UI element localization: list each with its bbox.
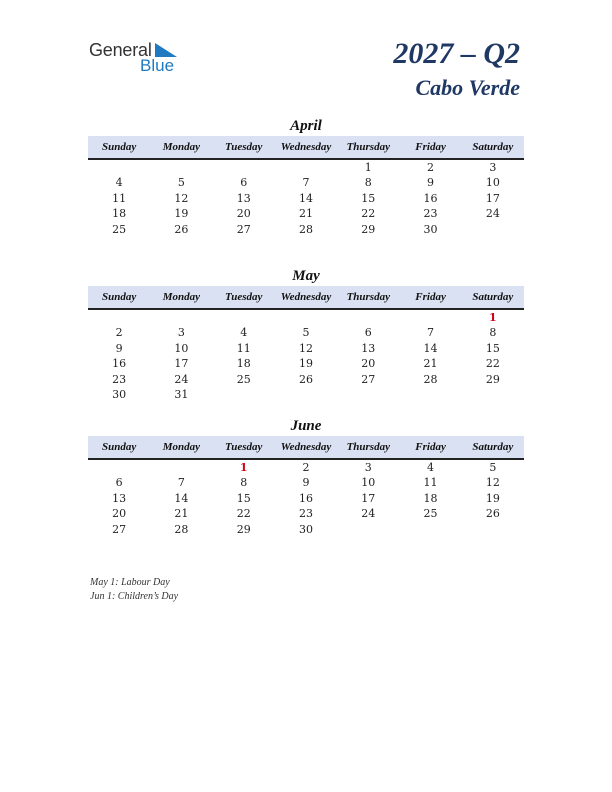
day-cell: 5 [177, 176, 185, 190]
day-cell: 25 [112, 222, 127, 236]
day-cell: 1 [239, 461, 248, 474]
calendar-table [88, 436, 524, 537]
weekday-header: Friday [399, 286, 461, 309]
day-cell: 28 [423, 372, 438, 386]
day-cell: 7 [302, 176, 310, 190]
day-cell: 30 [112, 388, 127, 402]
day-cell: 22 [361, 207, 376, 221]
day-cell: 8 [364, 176, 372, 190]
day-cell: 26 [485, 507, 500, 521]
day-cell: 24 [485, 207, 500, 221]
day-cell: 21 [298, 207, 313, 221]
week-row [88, 175, 524, 190]
day-cell: 12 [485, 476, 500, 490]
empty-day-cell [88, 159, 150, 175]
day-cell: 6 [115, 476, 123, 490]
day-cell: 4 [240, 326, 248, 340]
day-cell: 1 [489, 311, 497, 324]
weekday-header: Saturday [462, 286, 524, 309]
day-cell: 26 [298, 372, 313, 386]
calendar-table [88, 136, 524, 237]
logo [89, 40, 189, 80]
day-cell: 10 [174, 341, 189, 355]
day-cell: 20 [112, 507, 127, 521]
day-cell: 2 [427, 161, 435, 174]
day-cell: 3 [364, 461, 372, 474]
day-cell: 15 [236, 491, 251, 505]
weekday-header: Saturday [462, 136, 524, 159]
weekday-header: Monday [150, 286, 212, 309]
holiday-note: Jun 1: Children’s Day [90, 590, 179, 602]
day-cell: 5 [302, 326, 310, 340]
day-cell: 7 [427, 326, 435, 340]
empty-day-cell [213, 387, 275, 402]
weekday-header: Sunday [88, 136, 150, 159]
week-row [88, 356, 524, 371]
empty-day-cell [462, 222, 524, 237]
day-cell: 20 [236, 207, 251, 221]
logo-general-text: General [89, 40, 152, 60]
week-row [88, 222, 524, 237]
week-row [88, 459, 524, 475]
weekday-header: Tuesday [213, 136, 275, 159]
day-cell: 25 [423, 507, 438, 521]
day-cell: 27 [112, 522, 127, 536]
weekday-header: Tuesday [213, 436, 275, 459]
day-cell: 28 [298, 222, 313, 236]
day-cell: 2 [302, 461, 310, 474]
day-cell: 21 [174, 507, 189, 521]
day-cell: 18 [236, 357, 251, 371]
day-cell: 3 [489, 161, 497, 174]
month-block-may [88, 266, 524, 402]
day-cell: 14 [423, 341, 438, 355]
logo-triangle-icon [155, 43, 177, 57]
month-name: June [290, 418, 322, 434]
day-cell: 25 [236, 372, 251, 386]
day-cell: 16 [423, 191, 438, 205]
day-cell: 19 [174, 207, 189, 221]
month-name: April [290, 118, 322, 134]
day-cell: 19 [485, 491, 500, 505]
day-cell: 11 [423, 476, 438, 490]
day-cell: 4 [115, 176, 123, 190]
day-cell: 17 [361, 491, 376, 505]
day-cell: 22 [236, 507, 251, 521]
empty-day-cell [150, 309, 212, 325]
empty-day-cell [275, 387, 337, 402]
week-row [88, 206, 524, 221]
weekday-header: Monday [150, 436, 212, 459]
day-cell: 9 [115, 341, 123, 355]
empty-day-cell [88, 459, 150, 475]
day-cell: 16 [112, 357, 127, 371]
day-cell: 9 [302, 476, 310, 490]
week-row [88, 491, 524, 506]
empty-day-cell [88, 309, 150, 325]
day-cell: 6 [364, 326, 372, 340]
calendar-table [88, 286, 524, 402]
weekday-header: Friday [399, 136, 461, 159]
day-cell: 29 [236, 522, 251, 536]
empty-day-cell [213, 159, 275, 175]
day-cell: 8 [240, 476, 248, 490]
page-title [393, 36, 520, 103]
day-cell: 27 [361, 372, 376, 386]
day-cell: 12 [174, 191, 189, 205]
day-cell: 11 [112, 191, 127, 205]
weekday-header: Sunday [88, 436, 150, 459]
weekday-header: Friday [399, 436, 461, 459]
day-cell: 4 [427, 461, 435, 474]
holiday-note: May 1: Labour Day [90, 577, 170, 588]
day-cell: 14 [174, 491, 189, 505]
weekday-header: Sunday [88, 286, 150, 309]
day-cell: 3 [177, 326, 185, 340]
day-cell: 30 [298, 522, 313, 536]
weekday-header: Saturday [462, 436, 524, 459]
week-row [88, 341, 524, 356]
day-cell: 23 [298, 507, 313, 521]
day-cell: 20 [361, 357, 376, 371]
day-cell: 2 [115, 326, 123, 340]
empty-day-cell [213, 309, 275, 325]
period-title: 2027 – Q2 [393, 37, 520, 70]
month-name: May [292, 268, 320, 284]
day-cell: 22 [485, 357, 500, 371]
day-cell: 23 [112, 372, 127, 386]
empty-day-cell [275, 309, 337, 325]
day-cell: 29 [361, 222, 376, 236]
empty-day-cell [275, 159, 337, 175]
month-block-june [88, 416, 524, 537]
day-cell: 30 [423, 222, 438, 236]
day-cell: 16 [298, 491, 313, 505]
day-cell: 8 [489, 326, 497, 340]
empty-day-cell [462, 387, 524, 402]
month-block-april [88, 116, 524, 237]
day-cell: 13 [112, 491, 127, 505]
day-cell: 10 [361, 476, 376, 490]
day-cell: 1 [364, 161, 372, 174]
weekday-header: Thursday [337, 286, 399, 309]
empty-day-cell [337, 309, 399, 325]
day-cell: 11 [236, 341, 251, 355]
day-cell: 18 [112, 207, 127, 221]
weekday-header: Thursday [337, 436, 399, 459]
weekday-header: Monday [150, 136, 212, 159]
day-cell: 17 [174, 357, 189, 371]
day-cell: 24 [361, 507, 376, 521]
day-cell: 28 [174, 522, 189, 536]
day-cell: 31 [174, 388, 189, 402]
day-cell: 18 [423, 491, 438, 505]
day-cell: 27 [236, 222, 251, 236]
day-cell: 12 [298, 341, 313, 355]
day-cell: 19 [298, 357, 313, 371]
day-cell: 17 [485, 191, 500, 205]
week-row [88, 475, 524, 490]
weekday-header: Wednesday [275, 286, 337, 309]
empty-day-cell [399, 309, 461, 325]
week-row [88, 372, 524, 387]
day-cell: 21 [423, 357, 438, 371]
day-cell: 29 [485, 372, 500, 386]
day-cell: 14 [298, 191, 313, 205]
day-cell: 15 [485, 341, 500, 355]
empty-day-cell [150, 159, 212, 175]
day-cell: 13 [361, 341, 376, 355]
day-cell: 6 [240, 176, 248, 190]
empty-day-cell [462, 522, 524, 537]
day-cell: 7 [177, 476, 185, 490]
logo-blue-text: Blue [140, 56, 175, 75]
country-title: Cabo Verde [415, 75, 520, 100]
empty-day-cell [150, 459, 212, 475]
empty-day-cell [337, 522, 399, 537]
day-cell: 10 [485, 176, 500, 190]
day-cell: 5 [489, 461, 497, 474]
day-cell: 13 [236, 191, 251, 205]
weekday-header: Wednesday [275, 436, 337, 459]
empty-day-cell [337, 387, 399, 402]
day-cell: 24 [174, 372, 189, 386]
week-row [88, 191, 524, 206]
week-row [88, 309, 524, 325]
weekday-header: Wednesday [275, 136, 337, 159]
week-row [88, 522, 524, 537]
empty-day-cell [399, 387, 461, 402]
week-row [88, 325, 524, 340]
day-cell: 23 [423, 207, 438, 221]
holiday-notes [90, 576, 178, 603]
week-row [88, 387, 524, 402]
weekday-header: Tuesday [213, 286, 275, 309]
week-row [88, 159, 524, 175]
weekday-header: Thursday [337, 136, 399, 159]
empty-day-cell [399, 522, 461, 537]
day-cell: 15 [361, 191, 376, 205]
week-row [88, 506, 524, 521]
day-cell: 9 [427, 176, 435, 190]
day-cell: 26 [174, 222, 189, 236]
